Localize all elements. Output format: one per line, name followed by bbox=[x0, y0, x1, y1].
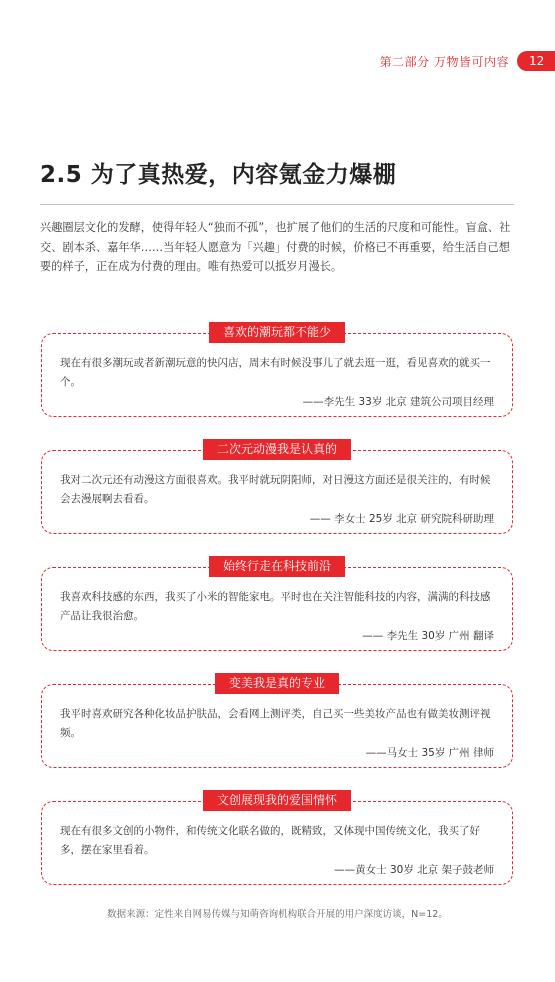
quote-card-label: 喜欢的潮玩都不能少 bbox=[209, 322, 345, 343]
quote-text: 现在有很多文创的小物件，和传统文化联名做的，既精致，又体现中国传统文化，我买了好多，摆在家里看着。 bbox=[60, 825, 480, 856]
quote-text: 我平时喜欢研究各种化妆品护肤品，会看网上测评类，自己买一些美妆产品也有做美妆测评视频。 bbox=[60, 708, 491, 739]
section-header-title: 第二部分 万物皆可内容 bbox=[379, 54, 509, 69]
quote-card bbox=[41, 442, 513, 534]
quote-attribution: ——马女士 35岁 广州 律师 bbox=[365, 747, 494, 759]
quote-card-label: 文创展现我的爱国情怀 bbox=[203, 790, 351, 811]
quote-card-label: 二次元动漫我是认真的 bbox=[203, 439, 351, 460]
page-header bbox=[380, 50, 555, 72]
title-divider bbox=[40, 204, 514, 205]
quote-text: 我对二次元还有动漫这方面很喜欢。我平时就玩阴阳师，对日漫这方面还是很关注的，有时候会去漫展啊去看看。 bbox=[60, 474, 491, 505]
quote-attribution: —— 李女士 25岁 北京 研究院科研助理 bbox=[309, 513, 494, 525]
quote-card bbox=[41, 559, 513, 651]
quote-card-label: 始终行走在科技前沿 bbox=[209, 556, 345, 577]
quote-card bbox=[41, 676, 513, 768]
quote-attribution: ——李先生 33岁 北京 建筑公司项目经理 bbox=[302, 396, 494, 408]
quote-card bbox=[41, 793, 513, 885]
quote-text: 现在有很多潮玩或者新潮玩意的快闪店，周末有时候没事儿了就去逛一逛，看见喜欢的就买一个。 bbox=[60, 357, 491, 388]
section-title: 2.5 为了真热爱，内容氪金力爆棚 bbox=[40, 162, 397, 188]
quote-text: 我喜欢科技感的东西，我买了小米的智能家电。平时也在关注智能科技的内容，满满的科技感产品让我很治愈。 bbox=[60, 591, 491, 622]
quote-card bbox=[41, 325, 513, 417]
intro-paragraph: 兴趣圈层文化的发酵，使得年轻人“独而不孤”，也扩展了他们的生活的尺度和可能性。盲盒、社交、剧本杀、嘉年华……当年轻人愿意为「兴趣」付费的时候，价格已不再重要，给生活自己想要的样子，正在成为付费的理由。唯有热爱可以抵岁月漫长。 bbox=[40, 221, 511, 273]
quote-attribution: —— 李先生 30岁 广州 翻译 bbox=[362, 630, 494, 642]
quote-attribution: ——黄女士 30岁 北京 架子鼓老师 bbox=[334, 864, 494, 876]
quote-card-label: 变美我是真的专业 bbox=[215, 673, 339, 694]
page-number-badge: 12 bbox=[517, 51, 555, 71]
data-source-note: 数据来源：定性来自网易传媒与知萌咨询机构联合开展的用户深度访谈，N=12。 bbox=[107, 909, 448, 920]
